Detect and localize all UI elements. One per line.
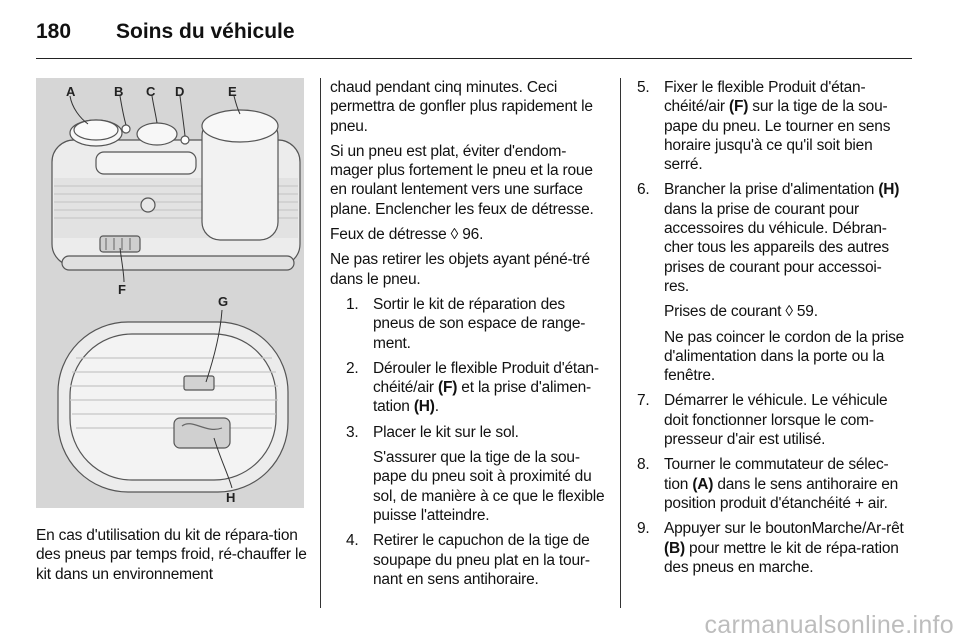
label-e: E <box>228 84 237 99</box>
label-f: F <box>118 282 126 297</box>
step-number: 9. <box>637 520 650 538</box>
step-text-part: dans le sens antihoraire en position produit d'étanchéité + air. <box>664 475 899 512</box>
component-ref: (B) <box>664 539 685 557</box>
paragraph: En cas d'utilisation du kit de répara-tion des pneus par temps froid, ré-chauffer le kit dans un environnement <box>36 527 307 583</box>
step-text-part: . <box>434 398 439 416</box>
step-text <box>664 455 905 513</box>
cross-reference: Prises de courant ◊ 59. <box>664 303 818 321</box>
label-h: H <box>226 490 236 505</box>
step-note: Ne pas coincer le cordon de la prise d'alimentation dans la porte ou la fenêtre. <box>664 328 905 385</box>
tire-repair-kit-illustration <box>36 78 304 508</box>
step-item <box>637 455 905 513</box>
step-item <box>346 359 606 417</box>
step-text-part: Brancher la prise d'alimentation <box>664 181 879 199</box>
step-text <box>664 180 905 296</box>
compressor-top-view <box>52 110 300 270</box>
step-item <box>637 180 905 385</box>
step-item <box>637 78 905 174</box>
component-ref: (A) <box>692 475 714 493</box>
step-text-part: dans la prise de courant pour accessoires du véhicule. Débran-cher tous les appareils des autres prises de courant pour accessoi-res. <box>664 200 889 295</box>
step-number: 6. <box>637 181 650 199</box>
paragraph: Si un pneu est plat, éviter d'endom-mager plus fortement le pneu et la roue en roulant lentement vers une surface plane. Enclencher les feux de détresse. <box>330 142 594 218</box>
step-number: 7. <box>637 392 650 410</box>
page-number: 180 <box>36 20 72 43</box>
label-b: B <box>114 84 124 99</box>
page-header <box>36 14 912 60</box>
step-text <box>664 519 905 577</box>
step-text-part: Dérouler le flexible Produit d'étan-chéité/air <box>373 359 599 397</box>
column-divider-1 <box>320 78 321 608</box>
step-text: Placer le kit sur le sol. <box>373 423 519 441</box>
step-number: 4. <box>346 532 359 550</box>
component-ref: (H) <box>413 398 435 416</box>
step-text-part: et la prise d'alimen-tation <box>373 379 592 416</box>
label-c: C <box>146 84 156 99</box>
cross-reference: Feux de détresse ◊ 96. <box>330 226 484 244</box>
step-text-part: Fixer le flexible Produit d'étan-chéité/air <box>664 79 866 116</box>
page-title: Soins du véhicule <box>116 20 295 43</box>
label-g: G <box>218 294 229 309</box>
step-number: 2. <box>346 359 359 377</box>
steps-list <box>330 295 606 589</box>
step-item <box>346 423 606 525</box>
component-ref: (F) <box>729 98 749 116</box>
step-text <box>664 78 905 174</box>
component-ref: (F) <box>438 379 458 397</box>
component-ref: (H) <box>878 181 900 199</box>
step-number: 5. <box>637 79 650 96</box>
header-divider <box>36 58 912 59</box>
step-number: 8. <box>637 456 650 474</box>
step-text-part: pour mettre le kit de répa-ration des pneus en marche. <box>664 539 899 576</box>
step-text: Démarrer le véhicule. Le véhicule doit fonctionner lorsque le com-presseur d'air est utilisé. <box>664 392 888 449</box>
cold-weather-paragraph <box>36 526 312 590</box>
watermark: carmanualsonline.info <box>704 611 954 639</box>
column-divider-2 <box>620 78 621 608</box>
compressor-bottom-view <box>58 322 288 492</box>
step-text: Retirer le capuchon de la tige de soupape du pneu plat en la tour-nant en sens antihoraire. <box>373 532 590 588</box>
column-3 <box>637 78 905 583</box>
step-text <box>373 359 606 417</box>
step-note: S'assurer que la tige de la sou-pape du pneu soit à proximité du sol, de manière à ce que le flexible puisse l'atteindre. <box>373 449 605 524</box>
step-item <box>346 295 606 353</box>
step-text-part: sur la tige de la sou-pape du pneu. Le tourner en sens horaire jusqu'à ce qu'il soit bien serré. <box>664 98 891 174</box>
tire-repair-kit-drawing <box>36 78 304 508</box>
step-item <box>637 391 905 449</box>
step-item <box>637 519 905 577</box>
column-2 <box>330 78 606 595</box>
step-text-part: Appuyer sur le boutonMarche/Ar-rêt <box>664 520 904 538</box>
step-number: 1. <box>346 295 359 313</box>
paragraph: Ne pas retirer les objets ayant péné-tré dans le pneu. <box>330 251 590 288</box>
label-a: A <box>66 84 76 99</box>
step-item <box>346 531 606 589</box>
paragraph: chaud pendant cinq minutes. Ceci permettra de gonfler plus rapidement le pneu. <box>330 79 593 135</box>
label-d: D <box>175 84 185 99</box>
step-text: Sortir le kit de réparation des pneus de son espace de range-ment. <box>373 295 586 352</box>
step-text-part: Tourner le commutateur de sélec-tion <box>664 456 889 493</box>
step-number: 3. <box>346 423 359 441</box>
